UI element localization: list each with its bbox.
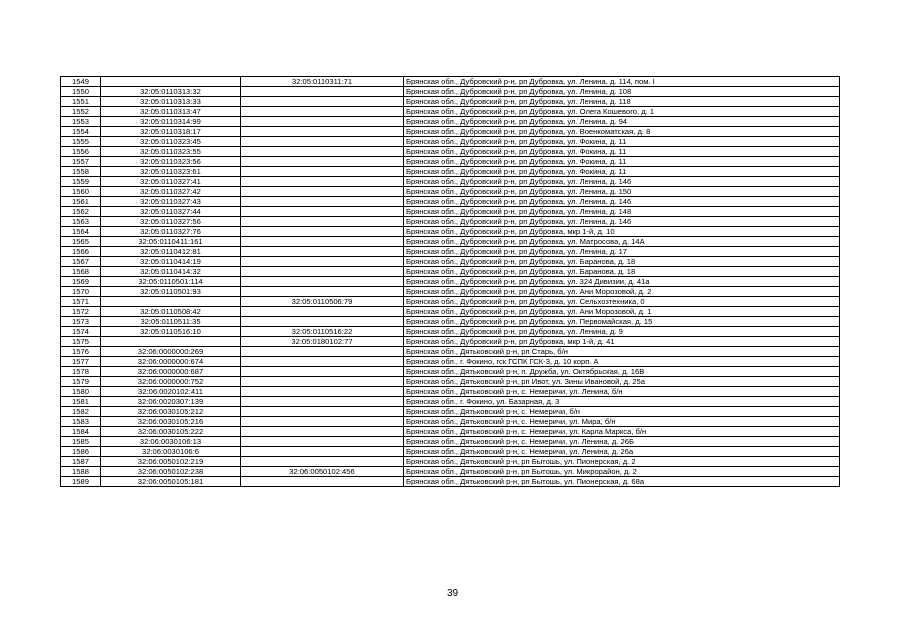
table-row <box>61 327 840 337</box>
parent-cadastral-number-cell: 32:05:0110506:79 <box>241 297 404 307</box>
cadastral-number-cell: 32:06:0020307:139 <box>101 397 241 407</box>
cadastral-number-cell: 32:05:0110323:55 <box>101 147 241 157</box>
table-row <box>61 257 840 267</box>
row-number-cell: 1589 <box>61 477 101 487</box>
table-row <box>61 217 840 227</box>
table-row <box>61 147 840 157</box>
address-cell: Брянская обл., Дятьковский р-н, рп Старь, б/н <box>404 347 840 357</box>
row-number-cell: 1570 <box>61 287 101 297</box>
parent-cadastral-number-cell <box>241 97 404 107</box>
parent-cadastral-number-cell <box>241 437 404 447</box>
row-number-cell: 1558 <box>61 167 101 177</box>
address-cell: Брянская обл., Дубровский р-н, рп Дубровка, ул. Ленина, д. 9 <box>404 327 840 337</box>
table-row <box>61 277 840 287</box>
cadastral-number-cell <box>101 77 241 87</box>
address-cell: Брянская обл., г. Фокино, гск ГСПК ГСК-3, д. 10 корп. А <box>404 357 840 367</box>
row-number-cell: 1562 <box>61 207 101 217</box>
parent-cadastral-number-cell <box>241 217 404 227</box>
address-cell: Брянская обл., Дубровский р-н, рп Дубровка, ул. Ленина, д. 118 <box>404 97 840 107</box>
row-number-cell: 1587 <box>61 457 101 467</box>
parent-cadastral-number-cell <box>241 367 404 377</box>
row-number-cell: 1573 <box>61 317 101 327</box>
address-cell: Брянская обл., Дятьковский р-н, с. Немеричи, б/н <box>404 407 840 417</box>
parent-cadastral-number-cell <box>241 397 404 407</box>
row-number-cell: 1553 <box>61 117 101 127</box>
parent-cadastral-number-cell <box>241 137 404 147</box>
cadastral-number-cell <box>101 337 241 347</box>
address-cell: Брянская обл., Дубровский р-н, рп Дубровка, ул. Первомайская, д. 15 <box>404 317 840 327</box>
address-cell: Брянская обл., Дубровский р-н, рп Дубровка, ул. Ленина, д. 146 <box>404 197 840 207</box>
table-row <box>61 437 840 447</box>
row-number-cell: 1576 <box>61 347 101 357</box>
row-number-cell: 1577 <box>61 357 101 367</box>
parent-cadastral-number-cell <box>241 287 404 297</box>
row-number-cell: 1551 <box>61 97 101 107</box>
address-cell: Брянская обл., Дубровский р-н, рп Дубровка, ул. Фокина, д. 11 <box>404 137 840 147</box>
parent-cadastral-number-cell <box>241 427 404 437</box>
address-cell: Брянская обл., Дубровский р-н, рп Дубровка, ул. Фокина, д. 11 <box>404 147 840 157</box>
address-cell: Брянская обл., Дубровский р-н, рп Дубровка, мкр 1-й, д. 10 <box>404 227 840 237</box>
address-cell: Брянская обл., Дубровский р-н, рп Дубровка, ул. Ленина, д. 150 <box>404 187 840 197</box>
table-row <box>61 297 840 307</box>
parent-cadastral-number-cell <box>241 87 404 97</box>
cadastral-number-cell: 32:05:0110501:114 <box>101 277 241 287</box>
cadastral-number-cell: 32:05:0110313:33 <box>101 97 241 107</box>
address-cell: Брянская обл., Дубровский р-н, рп Дубровка, ул. Олега Кошевого, д. 1 <box>404 107 840 117</box>
cadastral-number-cell: 32:06:0030105:216 <box>101 417 241 427</box>
table-row <box>61 187 840 197</box>
parent-cadastral-number-cell <box>241 227 404 237</box>
table-row <box>61 417 840 427</box>
cadastral-number-cell: 32:05:0110508:42 <box>101 307 241 317</box>
parent-cadastral-number-cell <box>241 417 404 427</box>
table-row <box>61 367 840 377</box>
table-row <box>61 267 840 277</box>
row-number-cell: 1588 <box>61 467 101 477</box>
address-cell: Брянская обл., Дубровский р-н, рп Дубровка, ул. Баранова, д. 18 <box>404 257 840 267</box>
table-row <box>61 247 840 257</box>
row-number-cell: 1580 <box>61 387 101 397</box>
parent-cadastral-number-cell <box>241 307 404 317</box>
row-number-cell: 1568 <box>61 267 101 277</box>
cadastral-number-cell: 32:05:0110327:44 <box>101 207 241 217</box>
table-row <box>61 127 840 137</box>
address-cell: Брянская обл., Дубровский р-н, рп Дубровка, ул. Сельхозтехника, 0 <box>404 297 840 307</box>
cadastral-number-cell: 32:05:0110327:56 <box>101 217 241 227</box>
row-number-cell: 1555 <box>61 137 101 147</box>
address-cell: Брянская обл., Дятьковский р-н, рп Бытошь, ул. Микрорайон, д. 2 <box>404 467 840 477</box>
cadastral-number-cell: 32:05:0110323:56 <box>101 157 241 167</box>
parent-cadastral-number-cell <box>241 347 404 357</box>
cadastral-number-cell: 32:06:0030105:222 <box>101 427 241 437</box>
parent-cadastral-number-cell <box>241 357 404 367</box>
parent-cadastral-number-cell <box>241 387 404 397</box>
table-row <box>61 347 840 357</box>
parent-cadastral-number-cell <box>241 317 404 327</box>
parent-cadastral-number-cell <box>241 147 404 157</box>
parent-cadastral-number-cell <box>241 247 404 257</box>
table-row <box>61 177 840 187</box>
row-number-cell: 1550 <box>61 87 101 97</box>
row-number-cell: 1575 <box>61 337 101 347</box>
parent-cadastral-number-cell <box>241 477 404 487</box>
row-number-cell: 1549 <box>61 77 101 87</box>
table-row <box>61 407 840 417</box>
table-row <box>61 227 840 237</box>
row-number-cell: 1554 <box>61 127 101 137</box>
row-number-cell: 1584 <box>61 427 101 437</box>
parent-cadastral-number-cell <box>241 197 404 207</box>
cadastral-number-cell: 32:05:0110412:81 <box>101 247 241 257</box>
table-row <box>61 447 840 457</box>
table-row <box>61 107 840 117</box>
table-row <box>61 137 840 147</box>
address-cell: Брянская обл., Дубровский р-н, рп Дубровка, ул. Ленина, д. 17 <box>404 247 840 257</box>
table-body <box>61 77 840 487</box>
address-cell: Брянская обл., Дятьковский р-н, рп Бытошь, ул. Пионерская, д. 2 <box>404 457 840 467</box>
cadastral-number-cell: 32:06:0030105:212 <box>101 407 241 417</box>
parent-cadastral-number-cell <box>241 447 404 457</box>
cadastral-number-cell: 32:05:0110327:76 <box>101 227 241 237</box>
table-row <box>61 157 840 167</box>
parent-cadastral-number-cell: 32:05:0110311:71 <box>241 77 404 87</box>
address-cell: Брянская обл., Дятьковский р-н, с. Немеричи, ул. Мира, б/н <box>404 417 840 427</box>
cadastral-number-cell: 32:05:0110323:61 <box>101 167 241 177</box>
cadastral-number-cell: 32:05:0110411:161 <box>101 237 241 247</box>
row-number-cell: 1586 <box>61 447 101 457</box>
cadastral-number-cell: 32:05:0110323:45 <box>101 137 241 147</box>
address-cell: Брянская обл., Дубровский р-н, рп Дубровка, ул. Ленина, д. 114, пом. I <box>404 77 840 87</box>
table-row <box>61 337 840 347</box>
cadastral-number-cell <box>101 297 241 307</box>
row-number-cell: 1561 <box>61 197 101 207</box>
table-row <box>61 97 840 107</box>
cadastral-number-cell: 32:06:0050102:219 <box>101 457 241 467</box>
cadastral-number-cell: 32:05:0110511:35 <box>101 317 241 327</box>
cadastral-number-cell: 32:06:0000000:752 <box>101 377 241 387</box>
row-number-cell: 1552 <box>61 107 101 117</box>
row-number-cell: 1557 <box>61 157 101 167</box>
table-row <box>61 457 840 467</box>
table-row <box>61 397 840 407</box>
page-number: 39 <box>446 588 459 599</box>
row-number-cell: 1583 <box>61 417 101 427</box>
table-row <box>61 317 840 327</box>
row-number-cell: 1571 <box>61 297 101 307</box>
table-row <box>61 427 840 437</box>
parent-cadastral-number-cell <box>241 207 404 217</box>
parent-cadastral-number-cell: 32:06:0050102:456 <box>241 467 404 477</box>
parent-cadastral-number-cell <box>241 257 404 267</box>
address-cell: Брянская обл., Дубровский р-н, рп Дубровка, ул. Фокина, д. 11 <box>404 167 840 177</box>
row-number-cell: 1565 <box>61 237 101 247</box>
address-cell: Брянская обл., Дятьковский р-н, рп Ивот, ул. Зины Ивановой, д. 25а <box>404 377 840 387</box>
table-row <box>61 477 840 487</box>
address-cell: Брянская обл., Дубровский р-н, рп Дубровка, ул. Фокина, д. 11 <box>404 157 840 167</box>
row-number-cell: 1560 <box>61 187 101 197</box>
cadastral-number-cell: 32:05:0110501:93 <box>101 287 241 297</box>
address-cell: Брянская обл., Дубровский р-н, рп Дубровка, ул. Ленина, д. 146 <box>404 177 840 187</box>
parent-cadastral-number-cell: 32:05:0110516:22 <box>241 327 404 337</box>
row-number-cell: 1567 <box>61 257 101 267</box>
parent-cadastral-number-cell <box>241 117 404 127</box>
table-row <box>61 77 840 87</box>
row-number-cell: 1566 <box>61 247 101 257</box>
address-cell: Брянская обл., Дубровский р-н, рп Дубровка, ул. Ленина, д. 148 <box>404 207 840 217</box>
property-registry-table <box>60 76 840 487</box>
parent-cadastral-number-cell <box>241 407 404 417</box>
address-cell: Брянская обл., Дубровский р-н, рп Дубровка, ул. Матросова, д. 14А <box>404 237 840 247</box>
table-row <box>61 117 840 127</box>
address-cell: Брянская обл., Дубровский р-н, рп Дубровка, ул. Ленина, д. 108 <box>404 87 840 97</box>
parent-cadastral-number-cell <box>241 167 404 177</box>
table-row <box>61 377 840 387</box>
row-number-cell: 1569 <box>61 277 101 287</box>
cadastral-number-cell: 32:06:0000000:674 <box>101 357 241 367</box>
parent-cadastral-number-cell <box>241 377 404 387</box>
address-cell: Брянская обл., Дубровский р-н, рп Дубровка, мкр 1-й, д. 41 <box>404 337 840 347</box>
cadastral-number-cell: 32:06:0050102:238 <box>101 467 241 477</box>
parent-cadastral-number-cell <box>241 107 404 117</box>
address-cell: Брянская обл., Дубровский р-н, рп Дубровка, ул. Ани Морозовой, д. 2 <box>404 287 840 297</box>
parent-cadastral-number-cell <box>241 267 404 277</box>
table-row <box>61 237 840 247</box>
parent-cadastral-number-cell: 32:05:0180102:77 <box>241 337 404 347</box>
parent-cadastral-number-cell <box>241 157 404 167</box>
cadastral-number-cell: 32:05:0110327:41 <box>101 177 241 187</box>
cadastral-number-cell: 32:06:0020102:411 <box>101 387 241 397</box>
address-cell: Брянская обл., Дятьковский р-н, с. Немеричи, ул. Ленина, б/н <box>404 387 840 397</box>
row-number-cell: 1564 <box>61 227 101 237</box>
cadastral-number-cell: 32:05:0110318:17 <box>101 127 241 137</box>
address-cell: Брянская обл., Дятьковский р-н, с. Немеричи, ул. Карла Маркса, б/н <box>404 427 840 437</box>
address-cell: Брянская обл., Дубровский р-н, рп Дубровка, ул. Военкоматская, д. 8 <box>404 127 840 137</box>
table-row <box>61 87 840 97</box>
parent-cadastral-number-cell <box>241 127 404 137</box>
cadastral-number-cell: 32:05:0110313:47 <box>101 107 241 117</box>
row-number-cell: 1556 <box>61 147 101 157</box>
address-cell: Брянская обл., Дубровский р-н, рп Дубровка, ул. Баранова, д. 18 <box>404 267 840 277</box>
row-number-cell: 1578 <box>61 367 101 377</box>
address-cell: Брянская обл., Дубровский р-н, рп Дубровка, ул. Ани Морозовой, д. 1 <box>404 307 840 317</box>
table-row <box>61 467 840 477</box>
cadastral-number-cell: 32:06:0050105:181 <box>101 477 241 487</box>
table-row <box>61 307 840 317</box>
cadastral-number-cell: 32:05:0110516:10 <box>101 327 241 337</box>
row-number-cell: 1585 <box>61 437 101 447</box>
row-number-cell: 1563 <box>61 217 101 227</box>
parent-cadastral-number-cell <box>241 457 404 467</box>
address-cell: Брянская обл., Дятьковский р-н, с. Немеричи, ул. Ленина, д. 26а <box>404 447 840 457</box>
parent-cadastral-number-cell <box>241 237 404 247</box>
table-row <box>61 167 840 177</box>
cadastral-number-cell: 32:06:0000000:687 <box>101 367 241 377</box>
address-cell: Брянская обл., Дятьковский р-н, п. Дружба, ул. Октябрьская, д. 16В <box>404 367 840 377</box>
address-cell: Брянская обл., Дубровский р-н, рп Дубровка, ул. Ленина, д. 146 <box>404 217 840 227</box>
row-number-cell: 1559 <box>61 177 101 187</box>
table-row <box>61 207 840 217</box>
cadastral-number-cell: 32:05:0110414:19 <box>101 257 241 267</box>
row-number-cell: 1579 <box>61 377 101 387</box>
address-cell: Брянская обл., г. Фокино, ул. Базарная, д. 3 <box>404 397 840 407</box>
address-cell: Брянская обл., Дубровский р-н, рп Дубровка, ул. 324 Дивизии, д. 41а <box>404 277 840 287</box>
cadastral-number-cell: 32:05:0110313:32 <box>101 87 241 97</box>
address-cell: Брянская обл., Дятьковский р-н, рп Бытошь, ул. Пионерская, д. 68а <box>404 477 840 487</box>
address-cell: Брянская обл., Дятьковский р-н, с. Немеричи, ул. Ленина, д. 26Б <box>404 437 840 447</box>
cadastral-number-cell: 32:06:0030106:6 <box>101 447 241 457</box>
row-number-cell: 1574 <box>61 327 101 337</box>
parent-cadastral-number-cell <box>241 277 404 287</box>
row-number-cell: 1572 <box>61 307 101 317</box>
cadastral-number-cell: 32:06:0000000:269 <box>101 347 241 357</box>
address-cell: Брянская обл., Дубровский р-н, рп Дубровка, ул. Ленина, д. 94 <box>404 117 840 127</box>
table-row <box>61 287 840 297</box>
table-row <box>61 357 840 367</box>
cadastral-number-cell: 32:05:0110414:32 <box>101 267 241 277</box>
row-number-cell: 1582 <box>61 407 101 417</box>
parent-cadastral-number-cell <box>241 177 404 187</box>
table-row <box>61 197 840 207</box>
cadastral-number-cell: 32:05:0110314:99 <box>101 117 241 127</box>
cadastral-number-cell: 32:05:0110327:42 <box>101 187 241 197</box>
cadastral-number-cell: 32:05:0110327:43 <box>101 197 241 207</box>
cadastral-number-cell: 32:06:0030106:13 <box>101 437 241 447</box>
parent-cadastral-number-cell <box>241 187 404 197</box>
table-row <box>61 387 840 397</box>
row-number-cell: 1581 <box>61 397 101 407</box>
